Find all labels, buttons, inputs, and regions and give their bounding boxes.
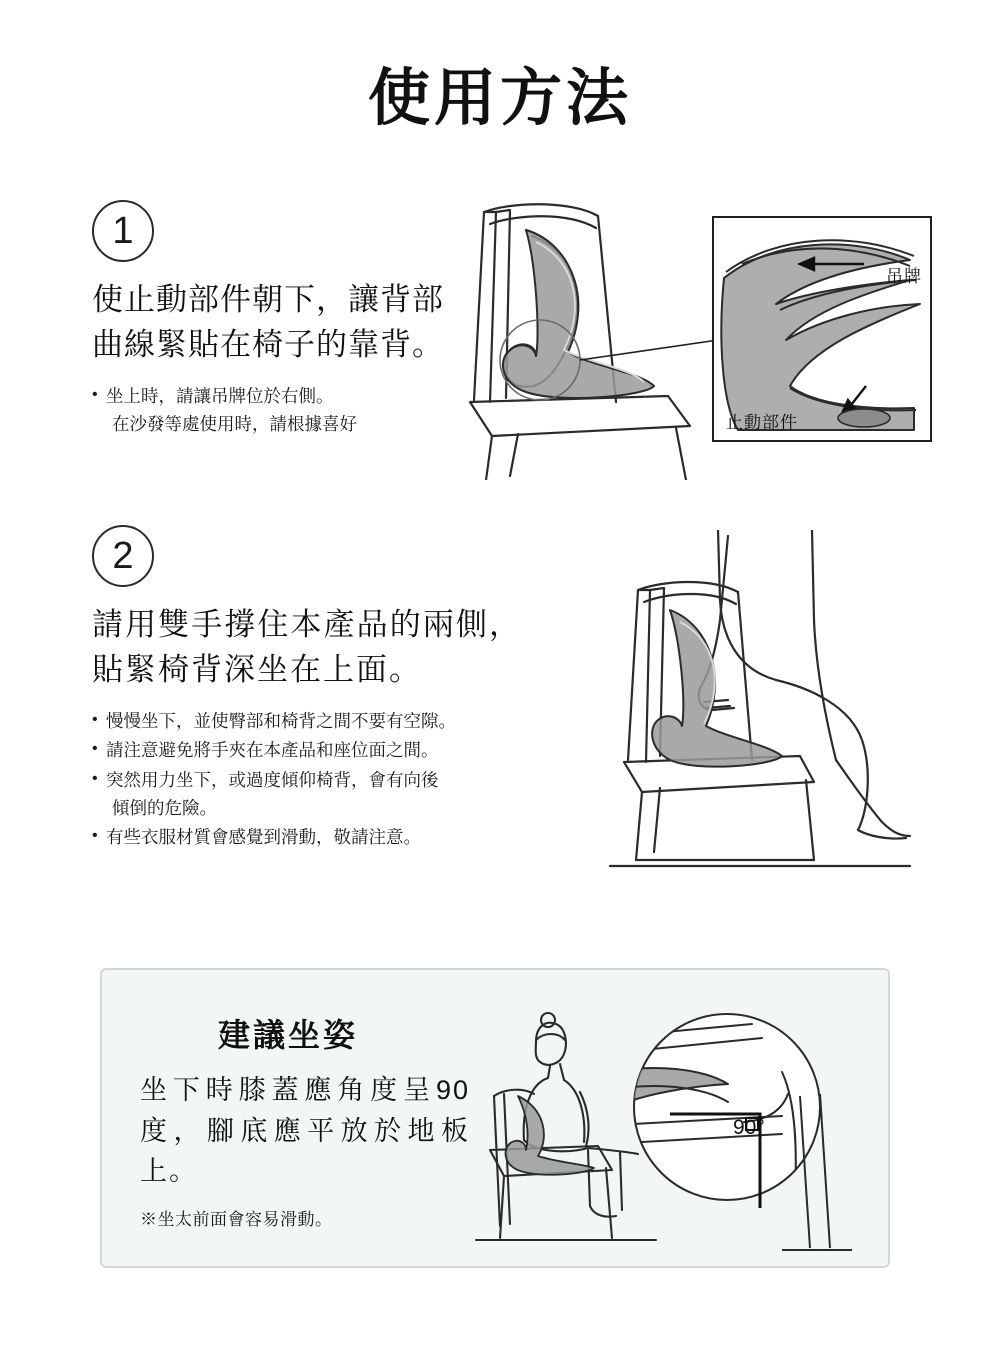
bullet-dot: •	[92, 710, 98, 728]
step-1-heading: 使止動部件朝下，讓背部曲線緊貼在椅子的靠背。	[92, 282, 444, 362]
list-item	[92, 766, 572, 823]
bullet-dot: •	[92, 827, 98, 845]
step-1-number: 1	[92, 200, 154, 262]
bullet-dot: •	[92, 385, 98, 403]
list-item	[92, 736, 572, 764]
bullet-main: 坐上時，請讓吊牌位於右側。	[106, 385, 334, 406]
bullet-main: 有些衣服材質會感覺到滑動，敬請注意。	[106, 827, 421, 848]
list-item	[92, 823, 572, 851]
page-title: 使用方法	[367, 64, 632, 133]
posture-body-text: 坐下時膝蓋應角度呈90度，腳底應平放於地板上。	[140, 1075, 470, 1186]
step-2-number: 2	[92, 525, 154, 587]
angle-label: 90°	[733, 1116, 765, 1139]
bullet-dot: •	[92, 769, 98, 787]
chair-cushion-side-illustration	[440, 190, 720, 480]
step-2-bullets	[92, 707, 572, 852]
bullet-continuation: 傾倒的危險。	[112, 797, 217, 818]
callout-zoom-illustration	[714, 218, 930, 440]
posture-title: 建議坐姿	[218, 1017, 359, 1053]
list-item	[92, 707, 572, 735]
callout-label-tag: 吊牌	[886, 267, 922, 286]
callout-label-stopper: 止動部件	[726, 413, 798, 432]
bullet-main: 慢慢坐下，並使臀部和椅背之間不要有空隙。	[106, 710, 456, 731]
bullet-text	[106, 823, 572, 851]
bullet-text	[106, 766, 572, 823]
bullet-main: 請注意避免將手夾在本產品和座位面之間。	[106, 740, 439, 761]
posture-note: ※坐太前面會容易滑動。	[140, 1210, 333, 1229]
bullet-main: 突然用力坐下，或過度傾仰椅背，會有向後	[106, 769, 439, 790]
bullet-dot: •	[92, 740, 98, 758]
step-2-heading: 請用雙手撐住本產品的兩側，貼緊椅背深坐在上面。	[92, 607, 522, 687]
bullet-continuation: 在沙發等處使用時，請根據喜好	[112, 414, 357, 435]
person-sitting-illustration	[600, 530, 930, 890]
bullet-text	[106, 707, 572, 735]
bullet-text	[106, 736, 572, 764]
